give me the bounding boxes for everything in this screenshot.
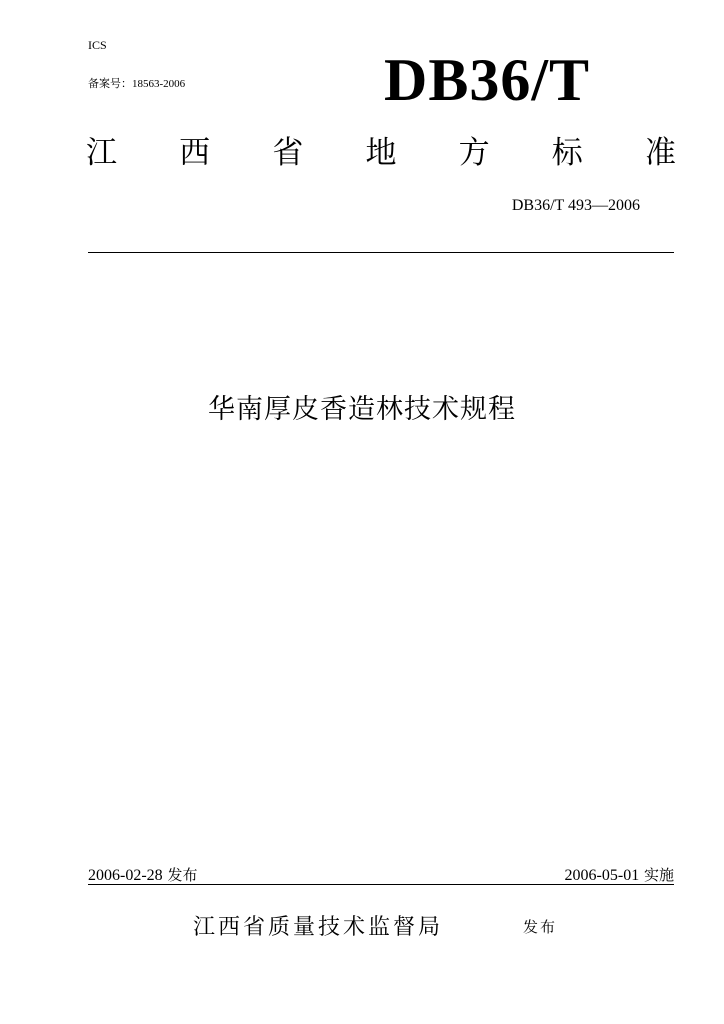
implement-date-value: 2006-05-01 xyxy=(564,867,640,884)
standard-type-char: 省 xyxy=(272,135,304,171)
record-label: 备案号： xyxy=(88,77,132,90)
publish-date xyxy=(88,864,197,885)
standard-number: DB36/T 493—2006 xyxy=(511,197,640,214)
standard-code: DB36/T xyxy=(384,47,591,113)
publisher-suffix: 发布 xyxy=(523,918,558,936)
document-title: 华南厚皮香造林技术规程 xyxy=(208,394,516,425)
standard-type-char: 江 xyxy=(86,135,117,171)
bottom-divider xyxy=(88,884,674,885)
standard-type-heading xyxy=(86,134,676,172)
standard-type-char: 标 xyxy=(551,135,583,171)
publish-label: 发布 xyxy=(167,866,198,884)
standard-type-char: 西 xyxy=(179,135,211,171)
publisher-name: 江西省质量技术监督局 xyxy=(193,915,444,940)
standard-type-char: 地 xyxy=(365,135,397,171)
standard-type-char: 方 xyxy=(458,135,490,171)
top-divider xyxy=(88,252,674,253)
standard-type-char: 准 xyxy=(644,135,676,171)
record-number xyxy=(88,75,185,91)
publish-date-value: 2006-02-28 xyxy=(88,867,163,884)
record-number-value: 18563-2006 xyxy=(132,78,186,90)
ics-label: ICS xyxy=(88,38,107,52)
implement-label: 实施 xyxy=(643,866,674,884)
implement-date xyxy=(565,864,674,885)
